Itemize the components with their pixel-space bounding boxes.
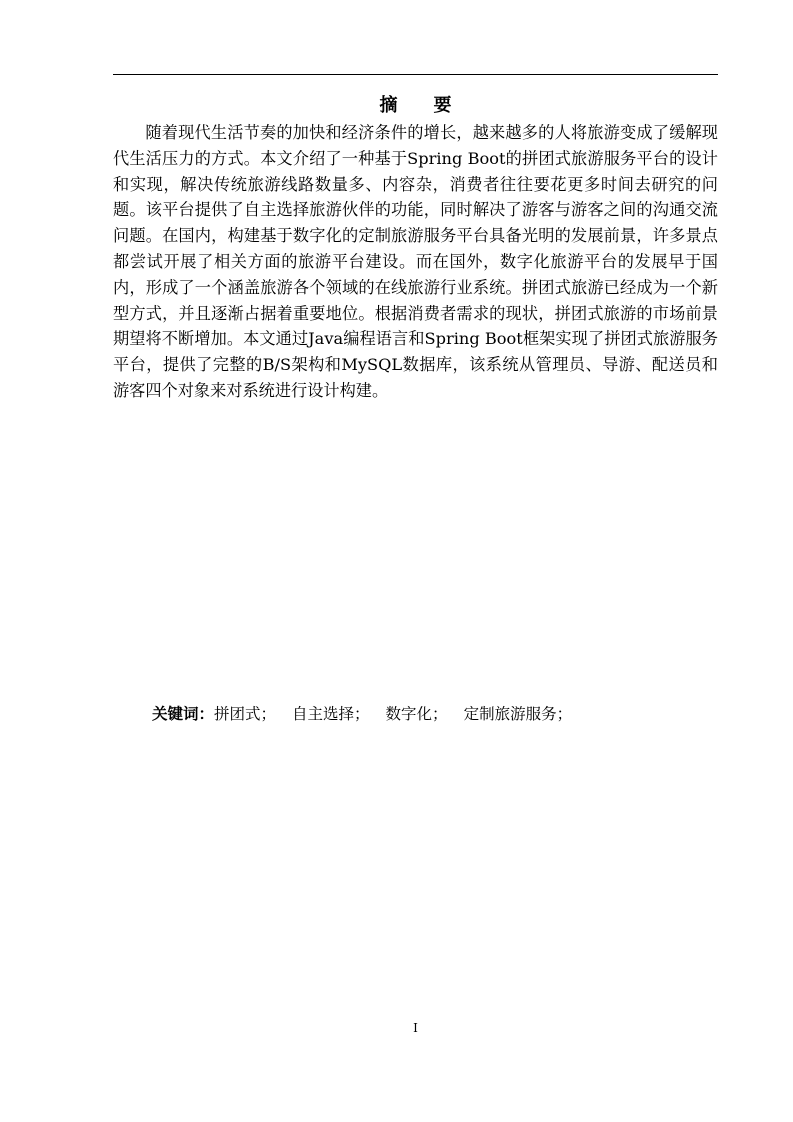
page-number: I	[413, 1021, 418, 1035]
keyword-item: 自主选择；	[292, 705, 370, 723]
keywords-label: 关键词：	[152, 705, 215, 723]
keyword-item: 拼团式；	[214, 705, 277, 723]
keyword-item: 数字化；	[385, 705, 448, 723]
abstract-title: 摘 要	[379, 95, 452, 116]
header-rule	[113, 74, 718, 75]
abstract-body: 随着现代生活节奏的加快和经济条件的增长，越来越多的人将旅游变成了缓解现代生活压力的方式。本文介绍了一种基于Spring Boot的拼团式旅游服务平台的设计和实现，解决传统旅游线路数量多、内容杂，消费者往往要花更多时间去研究的问题。该平台提供了自主选择旅游伙伴的功能，同时解决了游客与游客之间的沟通交流问题。在国内，构建基于数字化的定制旅游服务平台具备光明的发展前景，许多景点都尝试开展了相关方面的旅游平台建设。而在国外，数字化旅游平台的发展早于国内，形成了一个涵盖旅游各个领域的在线旅游行业系统。拼团式旅游已经成为一个新型方式，并且逐渐占据着重要地位。根据消费者需求的现状，拼团式旅游的市场前景期望将不断增加。本文通过Java编程语言和Spring Boot框架实现了拼团式旅游服务平台，提供了完整的B/S架构和MySQL数据库，该系统从管理员、导游、配送员和游客四个对象来对系统进行设计构建。	[113, 123, 718, 400]
keyword-item: 定制旅游服务；	[463, 705, 573, 723]
keywords-line	[152, 702, 718, 726]
